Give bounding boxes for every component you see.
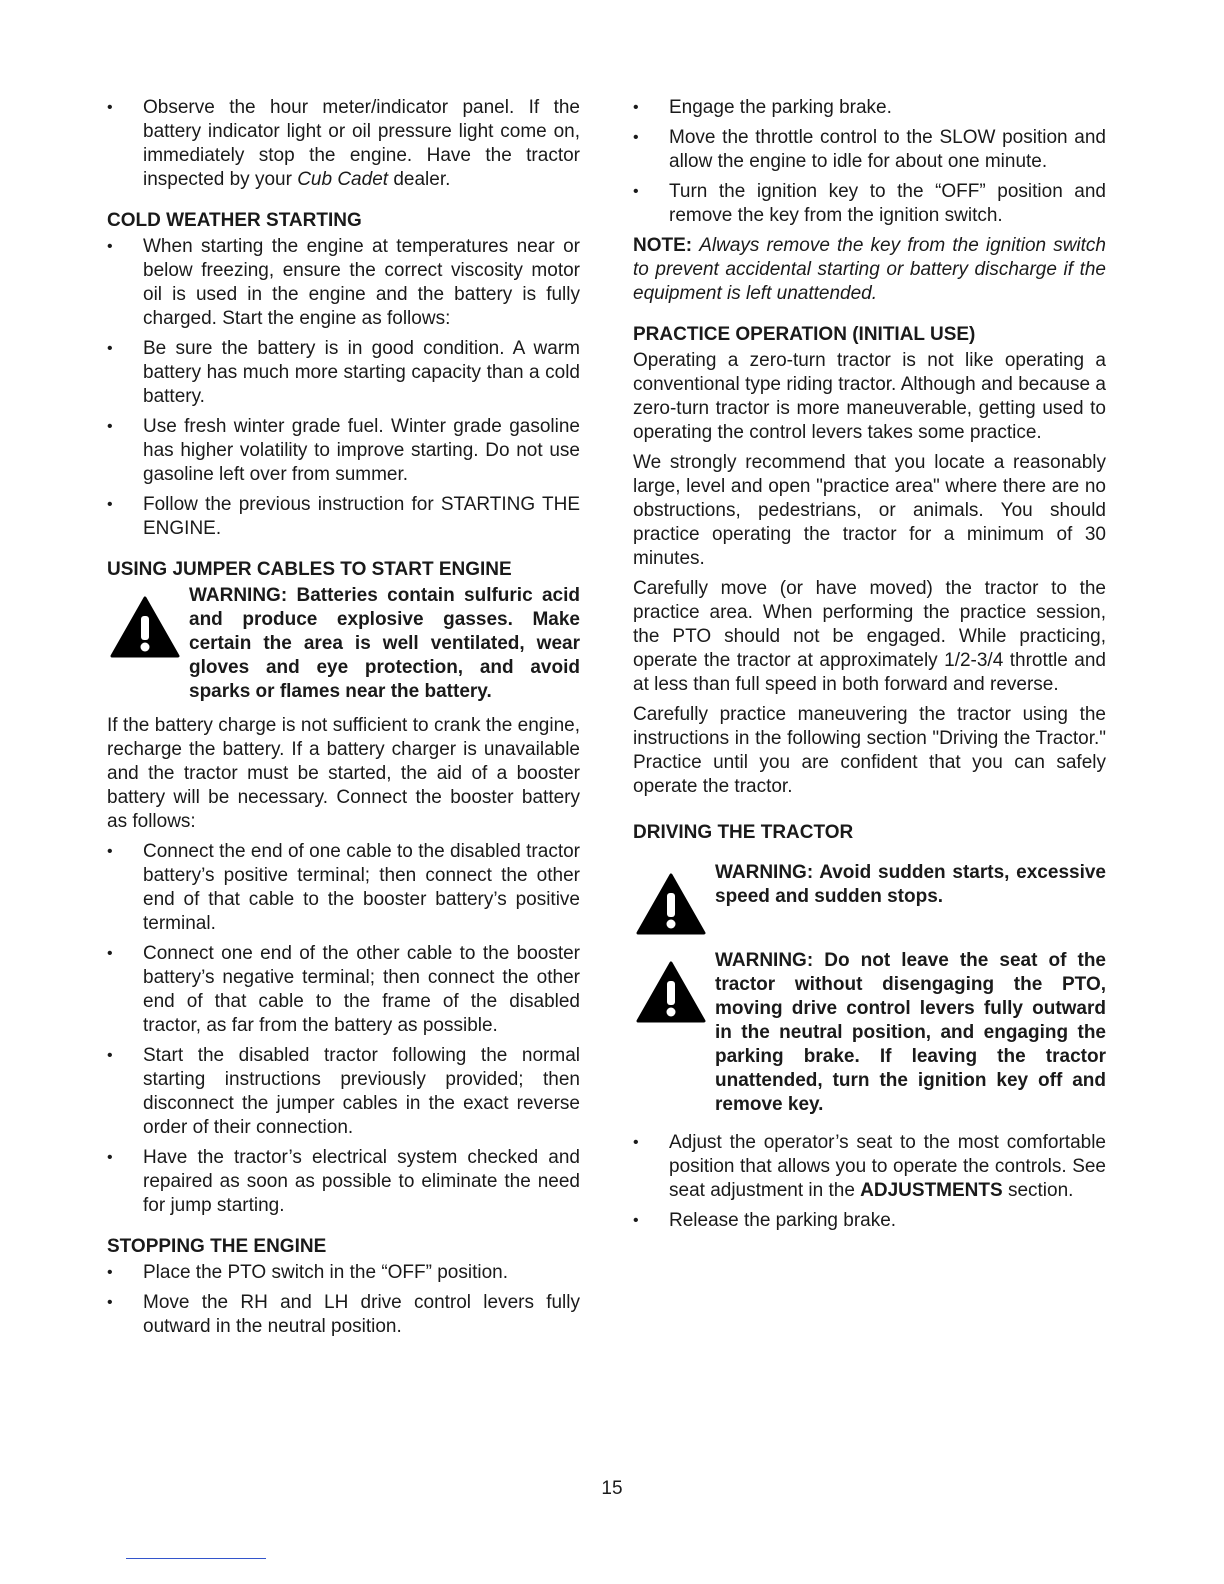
list-item: • Engage the parking brake. [633, 96, 1106, 120]
warning-icon [110, 596, 180, 658]
list-item: • Connect the end of one cable to the disabled tractor battery’s positive terminal; then connect the other end of that cable to the booster battery’s positive terminal. [107, 840, 580, 936]
brand-name: Cub Cadet [297, 169, 389, 190]
list-item: • Adjust the operator’s seat to the most comfortable position that allows you to operate the controls. See seat adjustment in the ADJUSTMENTS section. [633, 1131, 1106, 1203]
warning-icon [636, 873, 706, 935]
warning-icon [636, 961, 706, 1023]
adjustments-reference: ADJUSTMENTS [860, 1180, 1003, 1201]
seat-warning: WARNING: Do not leave the seat of the tractor without disengaging the PTO, moving drive control levers fully outward in the neutral position, and engaging the parking brake. If leaving the tractor unattended, turn the ignition key off and remove key. [633, 949, 1106, 1117]
note-text: Always remove the key from the ignition switch to prevent accidental starting or battery discharge if the equipment is left unattended. [633, 235, 1106, 304]
battery-warning: WARNING: Batteries contain sulfuric acid and produce explosive gasses. Make certain the area is well ventilated, wear gloves and eye protection, and avoid sparks or flames near the battery. [107, 584, 580, 704]
list-item: • Connect one end of the other cable to the booster battery’s negative terminal; then connect the other end of that cable to the frame of the disabled tractor, as far from the battery as possible. [107, 942, 580, 1038]
list-item: • Release the parking brake. [633, 1209, 1106, 1233]
speed-warning: WARNING: Avoid sudden starts, excessive speed and sudden stops. [633, 861, 1106, 931]
practice-paragraph: Operating a zero-turn tractor is not like operating a conventional type riding tractor. Although and because a zero-turn tractor is more maneuverable, getting used to operating the control levers takes some practice. [633, 350, 1106, 443]
list-item: • Move the throttle control to the SLOW position and allow the engine to idle for about one minute. [633, 126, 1106, 174]
list-item: • Follow the previous instruction for STARTING THE ENGINE. [107, 493, 580, 541]
bullet-observe-panel: • Observe the hour meter/indicator panel. If the battery indicator light or oil pressure light come on, immediately stop the engine. Have the tractor inspected by your Cub Cadet dealer. [107, 96, 580, 192]
jumper-cables-heading: USING JUMPER CABLES TO START ENGINE [107, 559, 512, 580]
list-item: • Be sure the battery is in good condition. A warm battery has much more starting capacity than a cold battery. [107, 337, 580, 409]
scan-edge-line [126, 1558, 266, 1559]
practice-paragraph: Carefully move (or have moved) the tractor to the practice area. When performing the practice session, the PTO should not be engaged. While practicing, operate the tractor at approximately 1/2-3/4 throttle and at less than full speed in both forward and reverse. [633, 578, 1106, 695]
list-item: • Have the tractor’s electrical system checked and repaired as soon as possible to eliminate the need for jump starting. [107, 1146, 580, 1218]
practice-paragraph: Carefully practice maneuvering the tractor using the instructions in the following section "Driving the Tractor." Practice until you are confident that you can safely operate the tractor. [633, 704, 1106, 797]
list-item: • When starting the engine at temperatures near or below freezing, ensure the correct viscosity motor oil is used in the engine and the battery is fully charged. Start the engine as follows: [107, 235, 580, 331]
list-item: • Use fresh winter grade fuel. Winter grade gasoline has higher volatility to improve starting. Do not use gasoline left over from summer. [107, 415, 580, 487]
list-item: • Start the disabled tractor following the normal starting instructions previously provided; then disconnect the jumper cables in the exact reverse order of their connection. [107, 1044, 580, 1140]
cold-weather-heading: COLD WEATHER STARTING [107, 210, 362, 231]
left-column [107, 96, 580, 1345]
right-column [633, 96, 1106, 1239]
driving-tractor-heading: DRIVING THE TRACTOR [633, 822, 854, 843]
list-item: • Place the PTO switch in the “OFF” position. [107, 1261, 580, 1285]
ignition-note [633, 234, 1106, 306]
list-item: • Move the RH and LH drive control levers fully outward in the neutral position. [107, 1291, 580, 1339]
practice-paragraph: We strongly recommend that you locate a reasonably large, level and open "practice area" where there are no obstructions, pedestrians, or animals. You should practice operating the tractor for a minimum of 30 minutes. [633, 452, 1106, 569]
note-label: NOTE: [633, 235, 693, 256]
page-number: 15 [601, 1478, 623, 1499]
practice-operation-heading: PRACTICE OPERATION (INITIAL USE) [633, 324, 976, 345]
list-item: • Turn the ignition key to the “OFF” position and remove the key from the ignition switch. [633, 180, 1106, 228]
stopping-engine-heading: STOPPING THE ENGINE [107, 1236, 327, 1257]
jumper-paragraph: If the battery charge is not sufficient to crank the engine, recharge the battery. If a battery charger is unavailable and the tractor must be started, the aid of a booster battery will be necessary. Connect the booster battery as follows: [107, 715, 580, 832]
